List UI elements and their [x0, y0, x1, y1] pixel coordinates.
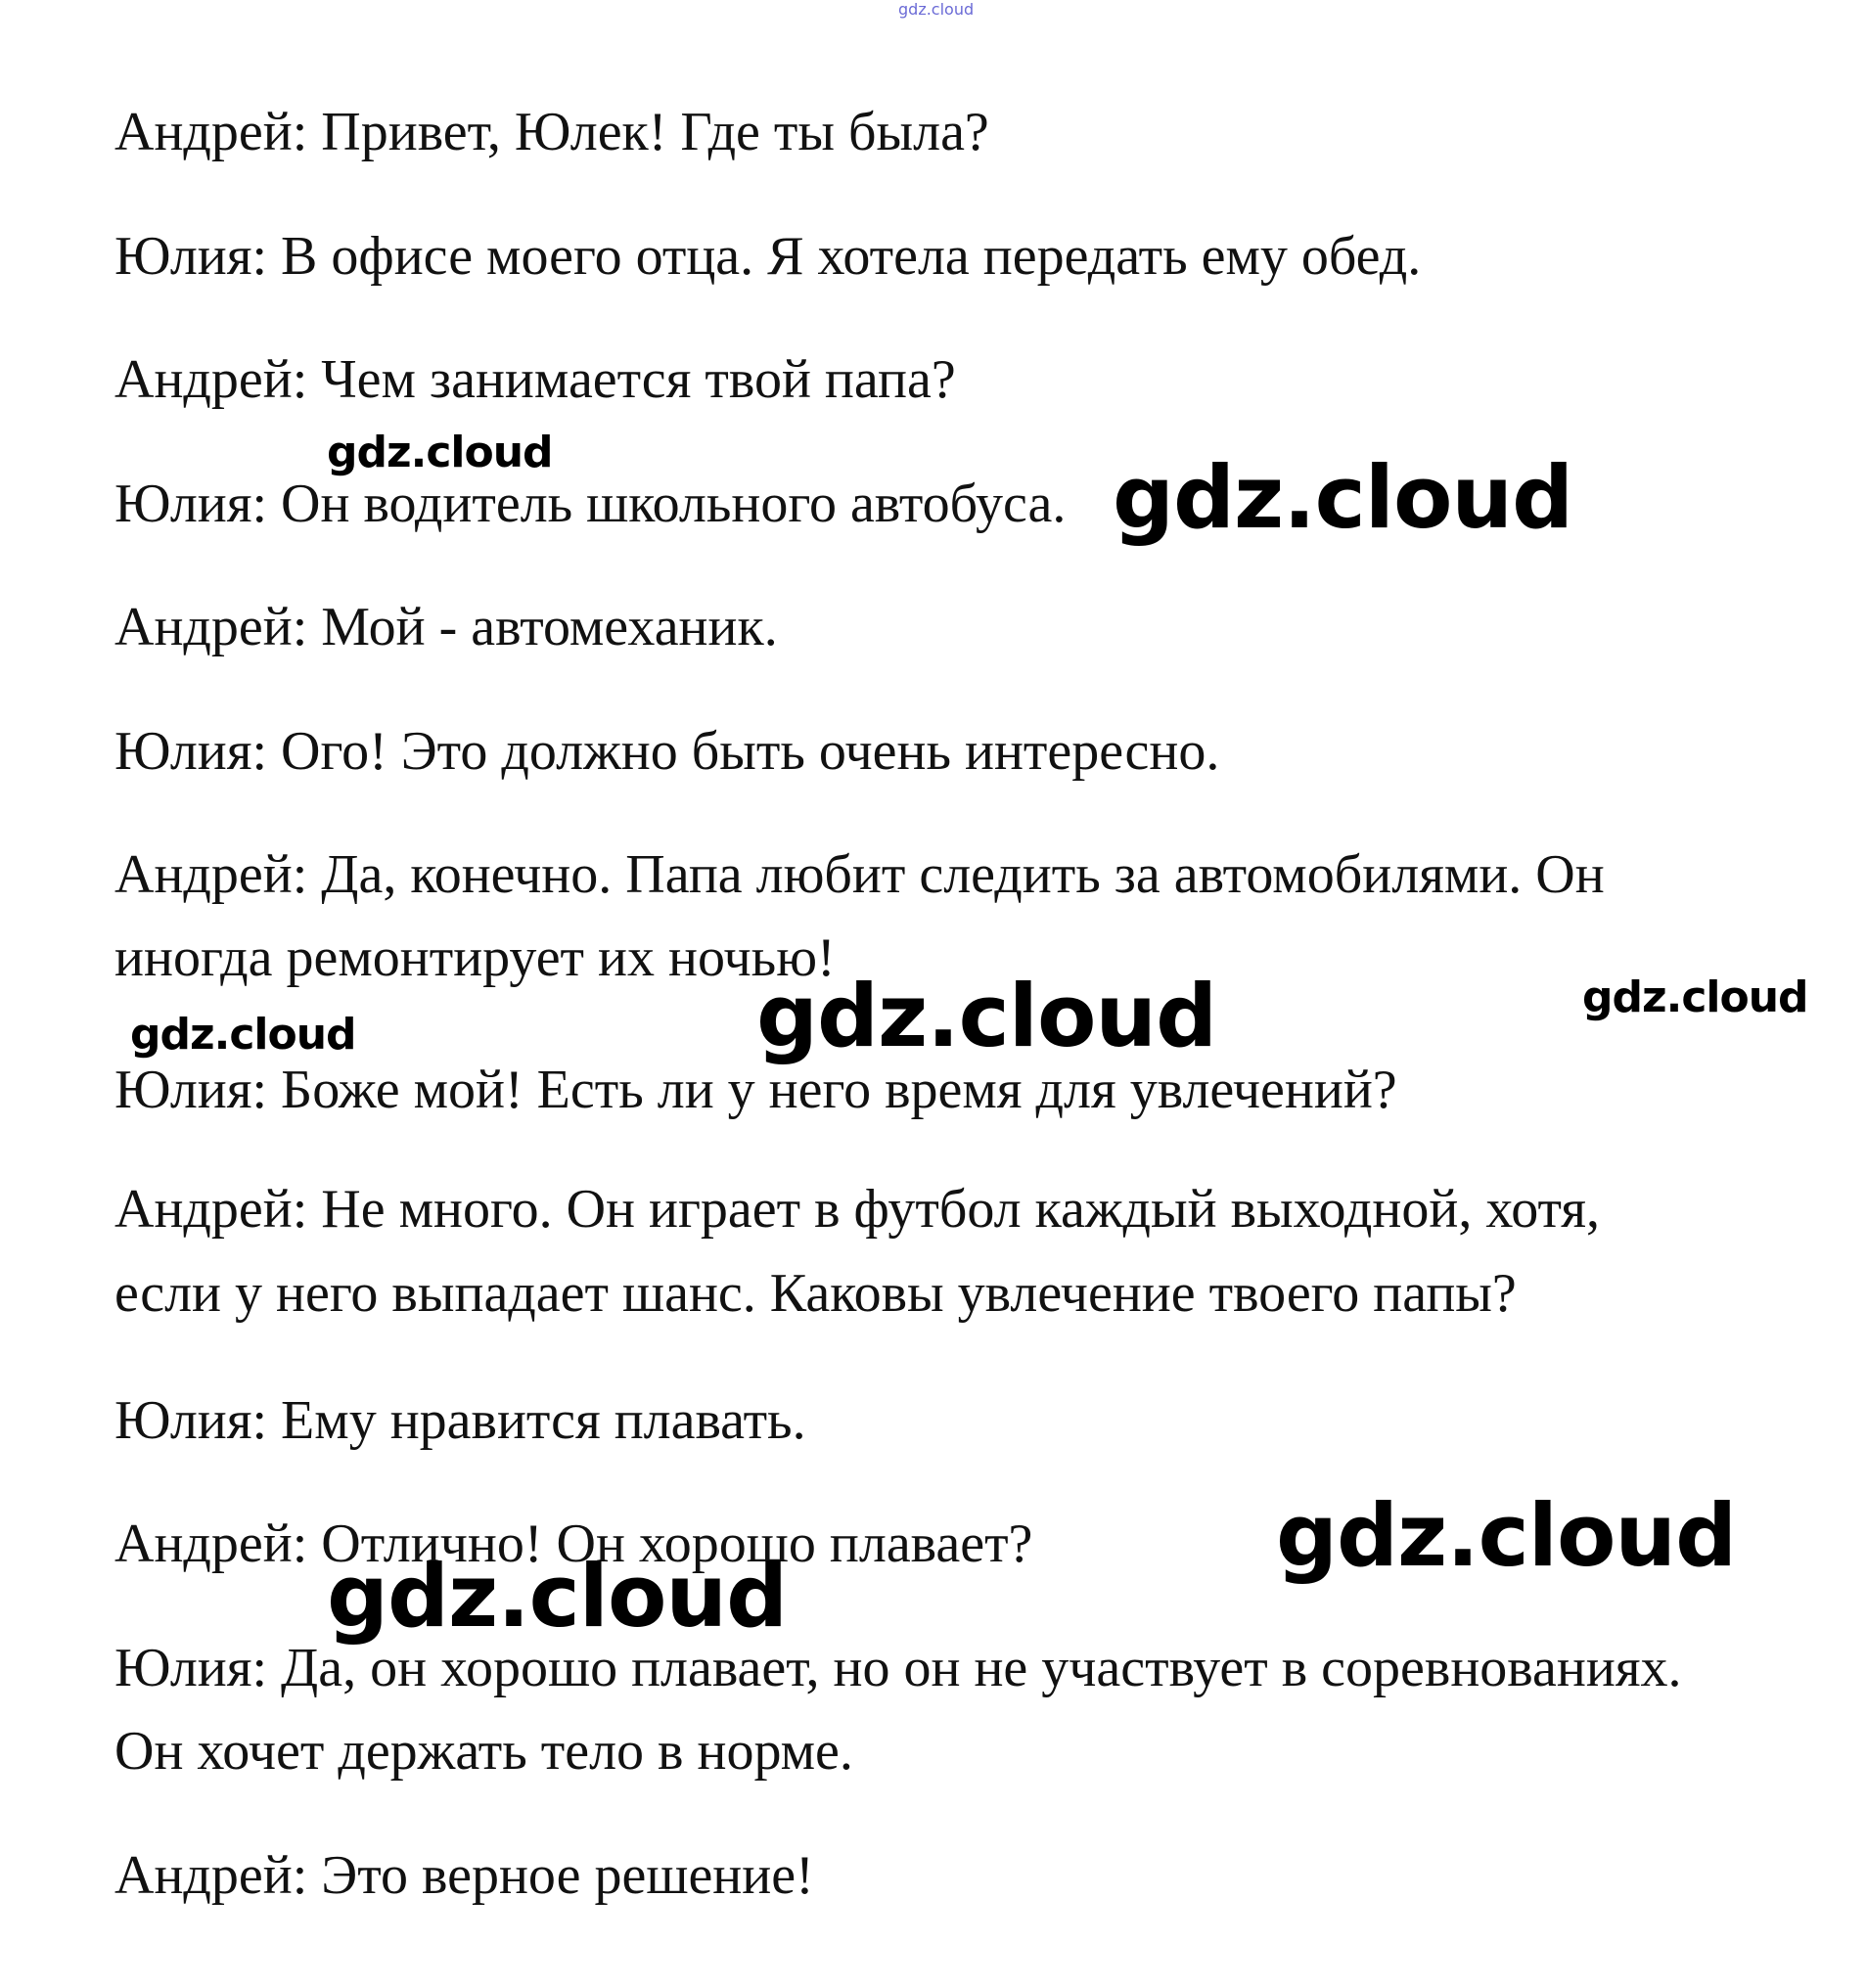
dialogue-line-12-cont: Он хочет держать тело в норме. [114, 1721, 853, 1782]
watermark-4: gdz.cloud [756, 966, 1217, 1066]
dialogue-line-4: Юлия: Он водитель школьного автобуса. [114, 474, 1067, 534]
watermark-top: gdz.cloud [898, 0, 975, 19]
dialogue-line-6: Юлия: Ого! Это должно быть очень интересно. [114, 721, 1220, 782]
dialogue-line-3: Андрей: Чем занимается твой папа? [114, 349, 956, 410]
dialogue-line-12: Юлия: Да, он хорошо плавает, но он не участвует в соревнованиях. [114, 1638, 1682, 1698]
dialogue-line-2: Юлия: В офисе моего отца. Я хотела передать ему обед. [114, 226, 1422, 287]
dialogue-line-8: Юлия: Боже мой! Есть ли у него время для увлечений? [114, 1060, 1397, 1120]
dialogue-line-7: Андрей: Да, конечно. Папа любит следить за автомобилями. Он [114, 844, 1605, 905]
watermark-7: gdz.cloud [327, 1546, 788, 1647]
watermark-5: gdz.cloud [130, 1010, 356, 1060]
watermark-2: gdz.cloud [1113, 447, 1573, 548]
dialogue-line-9-cont: если у него выпадает шанс. Каковы увлечение твоего папы? [114, 1263, 1517, 1324]
watermark-6: gdz.cloud [1276, 1485, 1737, 1586]
dialogue-line-13: Андрей: Это верное решение! [114, 1845, 814, 1906]
dialogue-line-7-cont: иногда ремонтирует их ночью! [114, 927, 836, 988]
dialogue-line-10: Юлия: Ему нравится плавать. [114, 1390, 806, 1451]
watermark-3: gdz.cloud [1582, 972, 1808, 1022]
watermark-1: gdz.cloud [327, 428, 553, 477]
dialogue-line-1: Андрей: Привет, Юлек! Где ты была? [114, 102, 989, 162]
dialogue-line-9: Андрей: Не много. Он играет в футбол каждый выходной, хотя, [114, 1179, 1600, 1240]
dialogue-line-11: Андрей: Отлично! Он хорошо плавает? [114, 1514, 1033, 1574]
dialogue-line-5: Андрей: Мой - автомеханик. [114, 597, 778, 657]
